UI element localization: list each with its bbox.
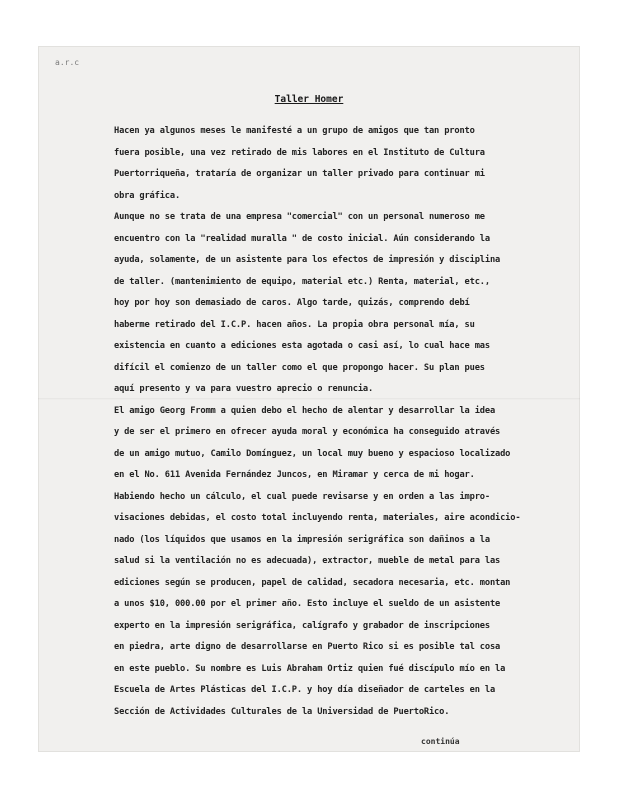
- text-line: en piedra, arte digno de desarrollarse en Puerto Rico si es posible tal cosa: [114, 642, 501, 652]
- text-line: encuentro con la "realidad muralla " de costo inicial. Aún considerando la: [114, 233, 490, 244]
- text-line: visaciones debidas, el costo total incluyendo renta, materiales, aire acondicio-: [114, 513, 521, 523]
- text-line: salud si la ventilación no es adecuada), extractor, mueble de metal para las: [114, 556, 501, 566]
- text-line: hoy por hoy son demasiado de caros. Algo tarde, quizás, comprendo debí: [114, 298, 470, 308]
- text-line: en el No. 611 Avenida Fernández Juncos, en Miramar y cerca de mi hogar.: [114, 470, 475, 480]
- text-line: de un amigo mutuo, Camilo Domínguez, un local muy bueno y espacioso localizado: [114, 448, 511, 459]
- text-line: y de ser el primero en ofrecer ayuda moral y económica ha conseguido através: [114, 427, 501, 437]
- page-title: Taller Homer: [274, 94, 344, 105]
- text-line: obra gráfica.: [114, 190, 181, 201]
- text-line: Escuela de Artes Plásticas del I.C.P. y hoy día diseñador de carteles en la: [114, 685, 496, 695]
- text-line: de taller. (mantenimiento de equipo, material etc.) Renta, material, etc.,: [114, 276, 490, 287]
- text-line: Habiendo hecho un cálculo, el cual puede revisarse y en orden a las impro-: [114, 491, 490, 502]
- letter-body: [114, 121, 534, 723]
- text-line: a unos $10, 000.00 por el primer año. Esto incluye el sueldo de un asistente: [114, 599, 501, 609]
- continues-note: continúa: [421, 737, 460, 746]
- text-line: haberme retirado del I.C.P. hacen años. La propia obra personal mía, su: [114, 319, 475, 330]
- text-line: en este pueblo. Su nombre es Luis Abraham Ortiz quien fué discípulo mío en la: [114, 663, 506, 674]
- text-line: ayuda, solamente, de un asistente para los efectos de impresión y disciplina: [114, 255, 501, 265]
- text-line: Aunque no se trata de una empresa "comercial" con un personal numeroso me: [114, 212, 485, 222]
- text-line: aquí presento y va para vuestro aprecio o renuncia.: [114, 384, 374, 394]
- text-line: Hacen ya algunos meses le manifesté a un grupo de amigos que tan pronto: [114, 126, 475, 136]
- text-line: nado (los líquidos que usamos en la impresión serigráfica son dañinos a la: [114, 534, 490, 545]
- text-line: ediciones según se producen, papel de calidad, secadora necesaria, etc. montan: [114, 577, 511, 588]
- text-line: Sección de Actividades Culturales de la Universidad de PuertoRico.: [114, 706, 450, 717]
- text-line: fuera posible, una vez retirado de mis labores en el Instituto de Cultura: [114, 147, 485, 158]
- text-line: difícil el comienzo de un taller como el que propongo hacer. Su plan pues: [114, 362, 485, 373]
- text-line: El amigo Georg Fromm a quien debo el hecho de alentar y desarrollar la idea: [114, 405, 496, 416]
- text-line: experto en la impresión serigráfica, calígrafo y grabador de inscripciones: [114, 620, 490, 631]
- handwritten-corner-note: a.r.c: [55, 58, 80, 67]
- text-line: existencia en cuanto a ediciones esta agotada o casi así, lo cual hace mas: [114, 341, 490, 351]
- text-line: Puertorriqueña, trataría de organizar un taller privado para continuar mi: [114, 169, 485, 179]
